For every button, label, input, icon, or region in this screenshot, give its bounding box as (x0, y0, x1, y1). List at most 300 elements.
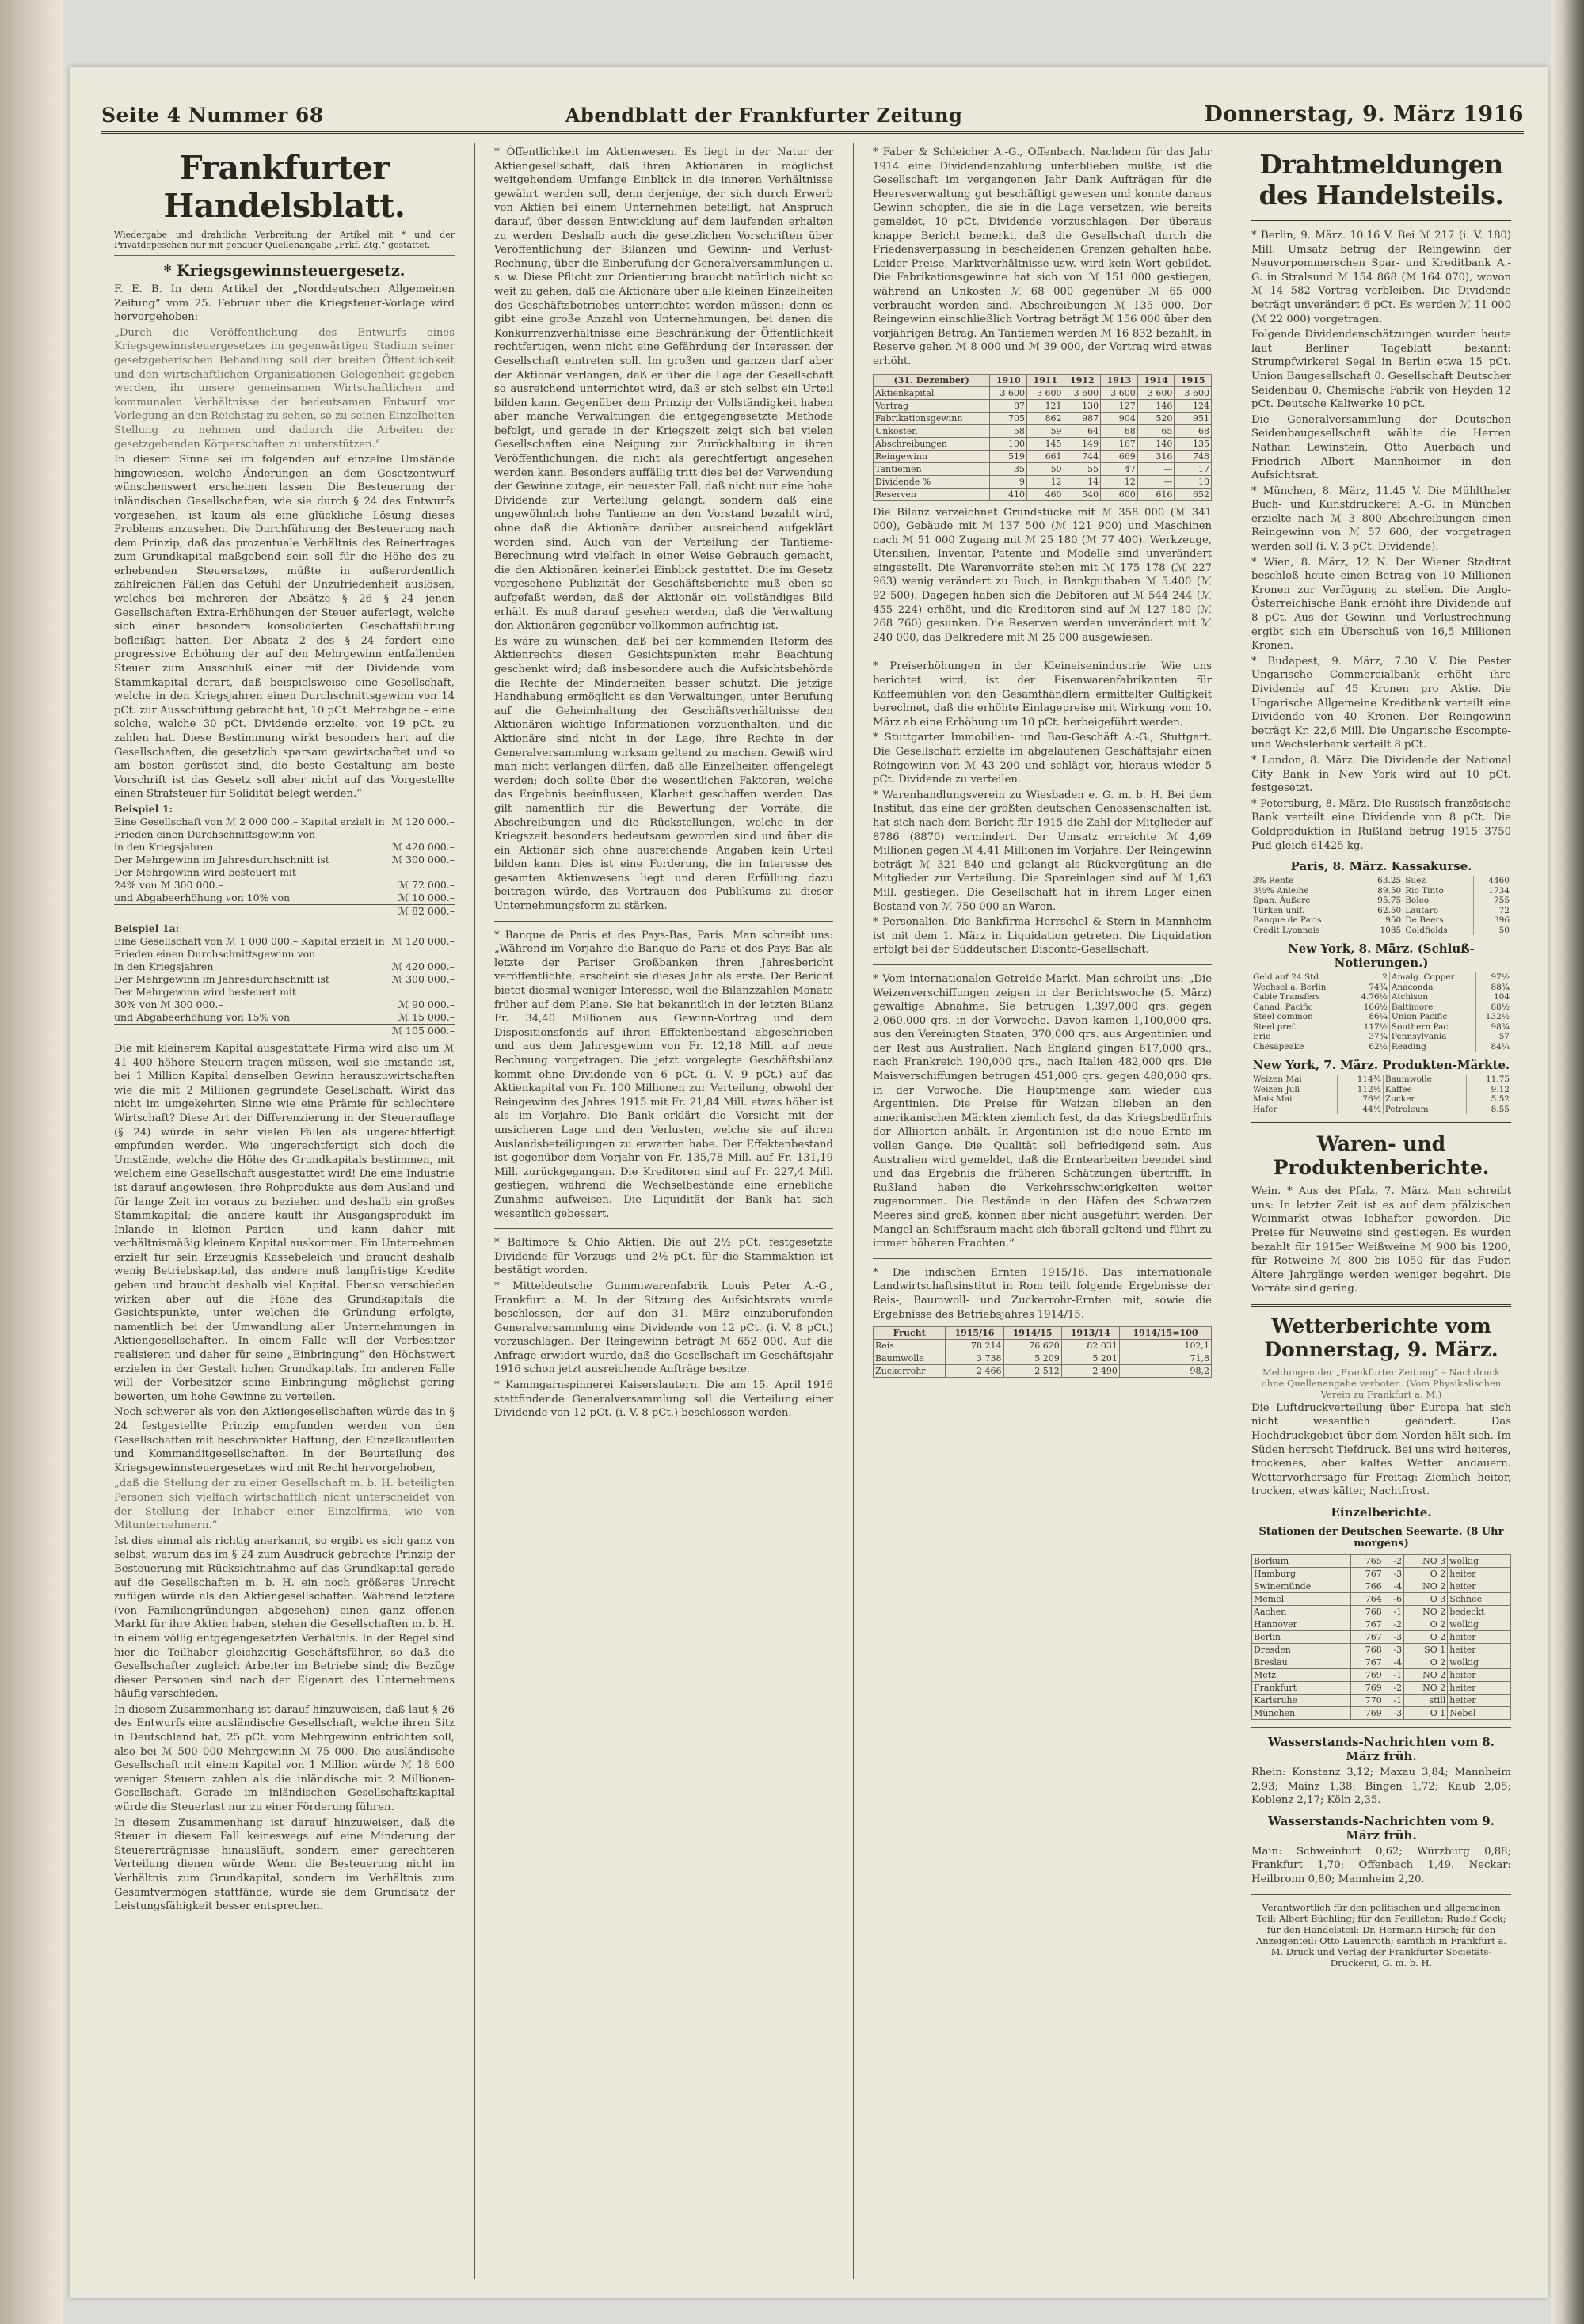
quote-value: 86¼ (1350, 1012, 1390, 1022)
table-cell: 766 (1350, 1580, 1384, 1593)
table-cell: Swinemünde (1252, 1580, 1351, 1593)
newspaper-page (70, 67, 1548, 2298)
station-row (1252, 1593, 1511, 1606)
security-name: Suez (1403, 876, 1474, 886)
divider (494, 1228, 833, 1229)
security-name: Erie (1251, 1032, 1350, 1042)
security-name: Cable Transfers (1251, 992, 1350, 1002)
table-cell: -4 (1384, 1656, 1403, 1669)
table-header-cell: 1915 (1175, 374, 1212, 386)
quote-value: 117½ (1350, 1022, 1390, 1033)
page-number: Seite 4 Nummer 68 (101, 104, 324, 127)
table-cell: 68 (1101, 424, 1138, 437)
market-row (1251, 983, 1511, 993)
imprint: Verantwortlich für den politischen und allgemeinen Teil: Albert Büchling; für den Feuilleton: Rudolf Geck; für den Handelsteil: Dr. Hermann Hirsch; für den Anzeigenteil: Otto Lauenroth; sämtlich in Frankfurt a. M. Druck und Verlag der Frankfurter Societäts-Druckerei, G. m. b. H. (1255, 1901, 1507, 1968)
table-cell: 600 (1101, 488, 1138, 500)
calc-amount: ℳ 120 000.– (391, 934, 455, 947)
table-cell: Dividende % (874, 475, 990, 488)
table-cell: 951 (1175, 412, 1212, 424)
example-calculation-2 (114, 922, 455, 1037)
table-cell: 68 (1175, 424, 1212, 437)
table-cell: 127 (1101, 399, 1138, 412)
table-cell: -1 (1384, 1606, 1403, 1618)
article-paragraph: In diesem Sinne sei im folgenden auf einzelne Umstände hingewiesen, welche Änderungen an dem Gesetzentwurf wünschenswert erscheinen lassen. Die Besteuerung der inländischen Gesellschaften, wie sie durch § 24 des Entwurfs vorgesehen, ist kaum als eine glückliche Lösung dieses Problems anzusehen. Die Durchführung der Besteuerung nach dem Prinzip, daß das prozentuale Verhältnis des Reinertrages zum Grundkapital maßgebend sein soll für die Höhe des zu erhebenden Steuersatzes, müßte in außerordentlich zahlreichen Fällen das Gefühl der Unzufriedenheit auslösen, welches bei mehreren der Absätze § 26 § 24 jenen Gesellschaften Extra-Erhöhungen der Steuer auferlegt, welche sich einer besonders konsolidierten Geschäftsführung befleißigt hatten. Der Absatz 2 des § 24 fordert eine progressive Erhöhung der auf den Mehrgewinn entfallenden Steuer zum Ausschluß einer mit der Dividende vom Stammkapital derart, daß beispielsweise eine Gesellschaft, welche in den Kriegsjahren einen Durchschnittsgewinn von 14 pCt. zur Ausschüttung gebracht hat, 10 pCt. Mehrabgabe – eine solche, welche 30 pCt. Dividende erzielte, von 19 pCt. zu zahlen hat. Diese Bestimmung wirkt besonders hart auf die Gesellschaften, die gesetzlich sparsam gewirtschaftet und so am besten gerüstet sind, die beste Gestaltung am beste Vorschrift ist das Gesetz soll aber nicht auf das Vorgestellte einen Strafsteuer für Solidität belegt werden.“ (114, 454, 455, 801)
quote-value: 1085 (1361, 926, 1403, 936)
table-cell: Aktienkapital (874, 386, 990, 399)
table-cell: Nebel (1448, 1707, 1511, 1720)
market-row (1251, 1032, 1511, 1042)
table-cell: 50 (1026, 462, 1064, 475)
table-cell: 769 (1350, 1707, 1384, 1720)
quote-value: 132½ (1485, 1012, 1510, 1022)
table-cell: 5 209 (1003, 1352, 1061, 1365)
market-heading: Paris, 8. März. Kassakurse. (1290, 859, 1472, 874)
table-cell: heiter (1448, 1631, 1511, 1644)
table-header-cell: 1912 (1064, 374, 1101, 386)
table-cell: 767 (1350, 1568, 1384, 1580)
security-name: Lautaro (1403, 906, 1474, 916)
table-cell: Fabrikationsgewinn (874, 412, 990, 424)
table-header-cell: 1910 (990, 374, 1027, 386)
quote-value: 4.76½ (1350, 992, 1390, 1002)
calc-label: in den Kriegsjahren (114, 960, 214, 972)
table-cell: 12 (1101, 475, 1138, 488)
table-cell: 770 (1350, 1695, 1384, 1707)
security-name: Steel pref. (1251, 1022, 1350, 1033)
calc-amount: ℳ 420 000.– (391, 960, 455, 972)
calc-label: Der Mehrgewinn wird besteuert mit (114, 985, 296, 998)
section-title: Frankfurter Handelsblatt. (163, 149, 406, 225)
harvest-table (873, 1326, 1212, 1378)
station-row (1252, 1580, 1511, 1593)
table-cell: 71,8 (1119, 1352, 1211, 1365)
table-cell: -4 (1384, 1580, 1403, 1593)
table-cell: 145 (1026, 437, 1064, 450)
quote-value: 88½ (1491, 1002, 1510, 1012)
table-cell: 17 (1175, 462, 1212, 475)
divider (1251, 1122, 1511, 1124)
security-name: 3% Rente (1251, 876, 1361, 886)
table-cell: NO 2 (1404, 1580, 1448, 1593)
quote-value: 104 (1493, 992, 1510, 1002)
table-cell: heiter (1448, 1644, 1511, 1656)
station-row (1252, 1682, 1511, 1695)
table-row (874, 437, 1212, 450)
table-cell: Karlsruhe (1252, 1695, 1351, 1707)
article-paragraph: * Faber & Schleicher A.-G., Offenbach. Nachdem für das Jahr 1914 eine Dividendenzahlung unterblieben mußte, ist die Gesellschaft im vergangenen Jahr Dank Aufträgen für die Heeresverwaltung gut beschäftigt gewesen und konnte daraus Gewinn schöpfen, die sie in die Lage versetzen, wie bereits gemeldet, 10 pCt. Dividende vorzuschlagen. Der überaus knappe Bericht bemerkt, daß die Gesellschaft durch die Friedensverpassung in bescheidenen Grenzen gehalten habe. Leider Preise, Marktverhältnisse usw. wird kein Wort gebildet. Die Fabrikationsgewinne hat sich von ℳ 151 000 gestiegen, während an Unkosten ℳ 68 000 gegenüber ℳ 65 000 verbraucht worden sind. Abschreibungen ℳ 135 000. Der Reingewinn einschließlich Vortrag beträgt ℳ 156 000 über den vorjährigen Betrag. An Tantiemen werden ℳ 16 832 bezahlt, in Reserve gehen ℳ 8 000 und ℳ 39 000, der Vortrag wird etwas erhöht. (873, 146, 1212, 367)
divider (1251, 1727, 1511, 1728)
calc-line (114, 986, 455, 998)
column-1 (101, 143, 467, 2279)
calc-line (114, 1024, 455, 1037)
newspaper-name: Abendblatt der Frankfurter Zeitung (565, 104, 963, 127)
calc-line (114, 879, 455, 892)
article-paragraph: * Die indischen Ernten 1915/16. Das internationale Landwirtschaftsinstitut in Rom teilt folgende Ergebnisse der Reis-, Baumwoll- und Zuckerrohr-Ernten mit, sowie die Ergebnisse des Betriebsjahres 1914/15. (873, 1266, 1212, 1321)
table-cell: 3 600 (1137, 386, 1175, 399)
table-cell: 47 (1101, 462, 1138, 475)
security-name: Zucker (1383, 1094, 1466, 1105)
security-name: Anaconda (1389, 983, 1475, 993)
table-cell: 135 (1175, 437, 1212, 450)
security-name: De Beers (1403, 915, 1474, 926)
table-cell: -3 (1384, 1568, 1403, 1580)
security-name: Pennsylvania (1389, 1032, 1475, 1042)
station-row (1252, 1568, 1511, 1580)
table-cell: 140 (1137, 437, 1175, 450)
table-cell: Dresden (1252, 1644, 1351, 1656)
quote-value: 62.50 (1361, 906, 1403, 916)
newyork-market-table (1251, 972, 1511, 1052)
security-name: Rio Tinto (1403, 886, 1474, 896)
article-paragraph: * Personalien. Die Bankfirma Herrschel & Stern in Mannheim ist mit dem 1. März in Liquidation getreten. Die Liquidation erfolgt bei der Süddeutschen Disconto-Gesellschaft. (873, 916, 1212, 957)
example-label: Beispiel 1: (114, 802, 173, 815)
table-cell: Tantiemen (874, 462, 990, 475)
quote-value: 114¾ (1338, 1075, 1384, 1085)
market-row (1251, 886, 1511, 896)
security-name: Banque de Paris (1251, 915, 1361, 926)
calc-label: 24% von ℳ 300 000.– (114, 878, 223, 891)
security-name: Kaffee (1383, 1085, 1466, 1095)
table-header-cell: 1914/15=100 (1119, 1327, 1211, 1340)
table-cell: 146 (1137, 399, 1175, 412)
table-cell: -2 (1384, 1555, 1403, 1568)
table-cell: München (1252, 1707, 1351, 1720)
table-cell: heiter (1448, 1682, 1511, 1695)
weather-subheading: Einzelberichte. (1331, 1505, 1432, 1520)
table-cell: Zuckerrohr (874, 1365, 946, 1378)
wire-report: * Petersburg, 8. März. Die Russisch-französische Bank verteilt eine Dividende von 8 pCt. Die Goldproduktion in Rußland betrug 1915 3750 Pud gleich 61425 kg. (1251, 797, 1511, 852)
divider (494, 921, 833, 922)
table-cell: NO 3 (1404, 1555, 1448, 1568)
wire-report: * Berlin, 9. März. 10.16 V. Bei ℳ 217 (i. V. 180) Mill. Umsatz betrug der Reingewinn der Neuvorpommerschen Spar- und Kreditbank A.-G. in Stralsund ℳ 154 868 (ℳ 164 070), wovon ℳ 14 582 Vortrag verbleiben. Die Dividende beträgt unverändert 6 pCt. Es werden ℳ 11 000 (ℳ 22 000) vorgetragen. (1251, 230, 1511, 325)
wire-report: Die Generalversammlung der Deutschen Seidenbaugesellschaft wählte die Herren Nathan Lewinstein, Otto Auerbach und Friedrich Albert Mannheimer in den Aufsichtsrat. (1251, 413, 1511, 482)
security-name: Wechsel a. Berlin (1251, 983, 1350, 993)
table-cell: 616 (1137, 488, 1175, 500)
market-row (1251, 906, 1511, 916)
market-row (1251, 1012, 1511, 1022)
masthead (101, 89, 1524, 134)
table-cell: O 3 (1404, 1593, 1448, 1606)
station-row (1252, 1631, 1511, 1644)
table-cell: -2 (1384, 1682, 1403, 1695)
table-cell: 130 (1064, 399, 1101, 412)
table-cell: 767 (1350, 1656, 1384, 1669)
table-cell: heiter (1448, 1669, 1511, 1682)
table-cell: 768 (1350, 1644, 1384, 1656)
weather-subtitle: Meldungen der „Frankfurter Zeitung“ – Nachdruck ohne Quellenangabe verboten. (Vom Physikalischen Verein zu Frankfurt a. M.) (1261, 1366, 1502, 1400)
article-paragraph: * Banque de Paris et des Pays-Bas, Paris. Man schreibt uns: „Während im Vorjahre die Banque de Paris et des Pays-Bas als letzte der Pariser Großbanken ihren Jahresbericht veröffentlichte, erscheint sie dieses Jahr als erste. Der Bericht bietet diesmal weniger Interesse, weil die Bilanzzahlen Monate früher auf dem Plane. Sie hat bekanntlich in der letzten Bilanz Fr. 34,40 Millionen aus Gewinn-Vortrag und dem Dispositionsfonds auf ihren Effektenbestand abgeschrieben und aus dem Jahresgewinn von Fr. 12,18 Mill. auf neue Rechnung vorgetragen. Die jetzt vorgelegte Geschäftsbilanz kommt ohne Dividende von 6 pCt. (i. V. 9 pCt.) auf das Aktienkapital von Fr. 100 Millionen zur Verteilung, obwohl der Reingewinn des Jahres 1915 mit Fr. 21,84 Mill. etwas höher ist als im Vorjahre. Die Bank erklärt die Vorsicht mit der unsicheren Lage und den Verlusten, welche sie auf ihren Auslandsbeteiligungen zu erwarten habe. Der Effektenbestand ist gegenüber dem Vorjahr von Fr. 135,78 Mill. auf Fr. 131,19 Mill. zurückgegangen. Die Kreditoren sind auf Fr. 227,4 Mill. gestiegen, während die Wechselbestände eine erhebliche Zunahme aufweisen. Die Liquidität der Bank hat sich wesentlich gebessert. (494, 929, 833, 1220)
table-cell: 87 (990, 399, 1027, 412)
quote-value: 166½ (1350, 1002, 1390, 1013)
table-cell: SO 1 (1404, 1644, 1448, 1656)
quote-paragraph: „daß die Stellung der zu einer Gesellschaft m. b. H. beteiligten Personen sich vielfach wirtschaftlich nicht unterscheidet von der Stellung der Inhaber einer Einzelfirma, wie von Mitunternehmern.“ (114, 1478, 455, 1532)
table-cell: 121 (1026, 399, 1064, 412)
table-header-cell: Frucht (874, 1327, 946, 1340)
water-heading: Wasserstands-Nachrichten vom 9. März früh. (1268, 1813, 1495, 1843)
table-cell: 768 (1350, 1606, 1384, 1618)
article-paragraph: * Öffentlichkeit im Aktienwesen. Es liegt in der Natur der Aktiengesellschaft, daß ihren Aktionären in möglichst weitgehendem Umfange Einblick in die inneren Verhältnisse gewährt werden soll, denn derjenige, der sich durch Erwerb von Aktien bei einem Unternehmen beteiligt, hat Anspruch darauf, über dessen Entwicklung auf dem laufenden erhalten zu werden. Deshalb auch die gesetzlichen Vorschriften über Veröffentlichung der Bilanzen und Gewinn- und Verlust-Rechnung, über die Einberufung der Generalversammlungen u. s. w. Diese Pflicht zur Orientierung braucht natürlich nicht so weit zu gehen, daß die Aktionäre über alle kleinen Einzelheiten des Geschäftsbetriebes unterrichtet werden müssen; denn es gibt eine große Anzahl von Unternehmungen, bei denen die Konkurrenzverhältnisse eine Beschränkung der Öffentlichkeit rechtfertigen, wenn nicht eine Gefährdung der Interessen der Gesellschaft eintreten soll. Im großen und ganzen darf aber der Aktionär verlangen, daß er über die Lage der Gesellschaft so ausreichend unterrichtet wird, daß er sich selbst ein Urteil bilden kann. Gegenüber dem Prinzip der Vollständigkeit haben aber manche Verwaltungen die entgegengesetzte Methode befolgt, und gerade in der Kriegszeit zeigt sich bei vielen Gesellschaften eine Neigung zur Zurückhaltung in ihren Veröffentlichungen, die nicht als gerechtfertigt angesehen werden kann. Besonders auffällig tritt dies bei der Verwendung der Gewinne zutage, ein neuester Fall, daß nicht nur eine hohe Dividende zur Verteilung gelangt, sondern daß eine ungewöhnlich hohe Tantieme an den Vorstand bezahlt wird, ohne daß die Aktionäre darüber ausreichend aufgeklärt worden sind. Auch von der Verteilung der Tantieme-Berechnung wird vielfach in einer Weise Gebrauch gemacht, die den Aktionären keinerlei Einblick gestattet. Die im Gesetz vorgesehene Publizität der Geschäftsberichte muß eben so aufgefaßt werden, daß der Aktionär ein vollständiges Bild erhält. Es muß darauf gesehen werden, daß die Verwaltung den Aktionären gegenüber vollkommen aufrichtig ist. (494, 146, 833, 633)
table-cell: 540 (1064, 488, 1101, 500)
table-row (874, 462, 1212, 475)
calc-amount: ℳ 420 000.– (391, 840, 455, 853)
quote-value: 57 (1498, 1032, 1510, 1042)
table-cell: Hannover (1252, 1618, 1351, 1631)
table-cell: Reserven (874, 488, 990, 500)
table-row (874, 399, 1212, 412)
calc-amount: ℳ 300 000.– (391, 853, 455, 865)
table-cell: 9 (990, 475, 1027, 488)
table-row (874, 1365, 1212, 1378)
example-calculation-1 (114, 803, 455, 918)
station-row (1252, 1695, 1511, 1707)
table-cell: 64 (1064, 424, 1101, 437)
table-cell: bedeckt (1448, 1606, 1511, 1618)
calc-amount: ℳ 90 000.– (398, 998, 455, 1010)
market-row (1251, 1085, 1511, 1095)
table-cell: O 1 (1404, 1707, 1448, 1720)
wire-report: * München, 8. März, 11.45 V. Die Mühlthaler Buch- und Kunstdruckerei A.-G. in München erzielte nach ℳ 3 800 Abschreibungen einen Reingewinn von ℳ 57 600, der vorgetragen werden soll (i. V. 3 pCt. Dividende). (1251, 485, 1511, 553)
table-header-cell: 1914 (1137, 374, 1175, 386)
table-header-cell: 1913/14 (1061, 1327, 1119, 1340)
table-cell: Reis (874, 1340, 946, 1352)
quote-value: 97½ (1491, 972, 1510, 983)
produce-market-table (1251, 1075, 1511, 1114)
table-cell: -1 (1384, 1695, 1403, 1707)
quote-value: 88¾ (1491, 982, 1510, 992)
station-row (1252, 1618, 1511, 1631)
article-paragraph: In diesem Zusammenhang ist darauf hinzuweisen, daß laut § 26 des Entwurfs eine ausländische Gesellschaft, welche ihren Sitz in Deutschland hat, 25 pCt. vom Mehrgewinn entrichten soll, also bei ℳ 500 000 Mehrgewinn ℳ 75 000. Die ausländische Gesellschaft mit einem Kapital von 1 Million würde ℳ 18 600 weniger Steuern zahlen als die inländische mit 2 Millionen-Gesellschaft. Gerade im inländischen Gesellschaftskapital würde die Steuerlast nur zu einer Förderung führen. (114, 1703, 455, 1814)
quote-paragraph: „Durch die Veröffentlichung des Entwurfs eines Kriegsgewinnsteuergesetzes im gegenwärtigen Stadium seiner gesetzgeberischen Behandlung soll der breiten Öffentlichkeit und den wirtschaftlichen Organisationen Gelegenheit gegeben werden, ihr unsere gemeinsamen Wirtschaftlichen und kommunalen Verhältnisse der bedeutsamen Entwurf vor Vorlegung an den Reichstag zu sehen, so zu seinen Einzelheiten Stellung zu nehmen und dadurch die Arbeiten der gesetzgebenden Körperschaften zu unterstützen.“ (114, 326, 455, 451)
calc-line (114, 904, 455, 918)
calc-label (114, 1025, 120, 1037)
article-paragraph: * Preiserhöhungen in der Kleineisenindustrie. Wie uns berichtet wird, ist der Eisenwarenfabrikanten für Kaffeemühlen von den Gesamthändlern ermittelter Gültigkeit berechnet, daß die erhöhte Einlagepreise mit Wirkung vom 10. März ab eine Erhöhung um 10 pCt. herbeigeführt werden. (873, 660, 1212, 728)
market-row (1251, 876, 1511, 886)
quote-value: 755 (1493, 896, 1510, 906)
table-cell: 3 600 (990, 386, 1027, 399)
market-row (1251, 1105, 1511, 1115)
calc-amount: ℳ 120 000.– (391, 815, 455, 827)
table-cell: 862 (1026, 412, 1064, 424)
article-paragraph: * Kammgarnspinnerei Kaiserslautern. Die am 15. April 1916 stattfindende Generalversammlung soll die Verteilung einer Dividende von 12 pCt. (i. V. 8 pCt.) beschlossen werden. (494, 1379, 833, 1420)
table-cell: still (1404, 1695, 1448, 1707)
table-cell: 3 600 (1026, 386, 1064, 399)
quote-value: 5.52 (1491, 1094, 1510, 1105)
calc-label: und Abgabeerhöhung von 15% von (114, 1010, 291, 1023)
calc-line (114, 816, 455, 841)
divider (873, 964, 1212, 965)
table-cell: — (1137, 462, 1175, 475)
table-cell: O 2 (1404, 1631, 1448, 1644)
article-paragraph: Ist dies einmal als richtig anerkannt, so ergibt es sich ganz von selbst, warum das im § 24 zum Ausdruck gebrachte Prinzip der Besteuerung mit Rücksichtnahme auf das Grundkapital gerade auf die Gesellschaften m. b. H. ein noch größeres Unrecht zufügen würde als den Aktiengesellschaften. Während letztere (von Familiengründungen abgesehen) einen ganz offenen Markt für ihre Aktien haben, stehen die Gesellschaften m. b. H. in einem völlig entgegengesetzten Verhältnis. In der Regel sind hier die Teilhaber gleichzeitig Geschäftsführer, so daß die Gesellschafter zugleich Arbeiter im Betriebe sind; die Bezüge dieser Personen sind nach der Eigenart des Unternehmens häufig verschieden. (114, 1535, 455, 1701)
table-cell: 149 (1064, 437, 1101, 450)
article-paragraph: * Mitteldeutsche Gummiwarenfabrik Louis Peter A.-G., Frankfurt a. M. In der Sitzung des Aufsichtsrats wurde beschlossen, der auf den 31. März einzuberufenden Generalversammlung eine Dividende von 12 pCt. (i. V. 8 pCt.) vorzuschlagen. Der Reingewinn beträgt ℳ 652 000. Auf die Anfrage erwidert wurde, daß die Gesellschaft im Geschäftsjahr 1916 schon jetzt ausreichende Aufträge besitze. (494, 1280, 833, 1376)
table-cell: 76 620 (1003, 1340, 1061, 1352)
table-cell: 55 (1064, 462, 1101, 475)
table-cell: heiter (1448, 1695, 1511, 1707)
security-name: Petroleum (1383, 1105, 1466, 1115)
quote-value: 4460 (1488, 876, 1510, 886)
table-cell: NO 2 (1404, 1606, 1448, 1618)
table-cell: 764 (1350, 1593, 1384, 1606)
calc-label (114, 905, 120, 918)
quote-value: 89.50 (1361, 886, 1403, 896)
table-cell: heiter (1448, 1580, 1511, 1593)
market-row (1251, 1094, 1511, 1105)
calc-amount: ℳ 82 000.– (398, 904, 455, 917)
calc-line (114, 1011, 455, 1024)
table-header-cell: 1911 (1026, 374, 1064, 386)
table-cell: 35 (990, 462, 1027, 475)
market-row (1251, 915, 1511, 926)
calc-label: in den Kriegsjahren (114, 840, 214, 853)
security-name: Boleo (1403, 896, 1474, 906)
quote-value: 2 (1350, 972, 1390, 983)
table-row (874, 386, 1212, 399)
calc-amount: ℳ 10 000.– (398, 891, 455, 903)
security-name: Chesapeake (1251, 1042, 1350, 1052)
table-cell: O 2 (1404, 1618, 1448, 1631)
calc-line (114, 935, 455, 960)
wire-report: Folgende Dividendenschätzungen wurden heute laut Berliner Tageblatt bekannt: Strumpfwirkerei Segal in Berlin etwa 15 pCt. Union Baugesellschaft 0. Gesellschaft Deutscher Seidenbau 0. Chemische Fabrik von Heyden 12 pCt. Deutsche Kaliwerke 10 pCt. (1251, 329, 1511, 411)
security-name: Amalg. Copper (1389, 972, 1475, 983)
table-cell: Reingewinn (874, 450, 990, 462)
table-cell: 82 031 (1061, 1340, 1119, 1352)
table-cell: 5 201 (1061, 1352, 1119, 1365)
calc-label: Der Mehrgewinn im Jahresdurchschnitt ist (114, 972, 329, 985)
security-name: Southern Pac. (1389, 1022, 1475, 1033)
calc-label: Der Mehrgewinn wird besteuert mit (114, 865, 296, 878)
quote-value: 84¼ (1491, 1041, 1510, 1052)
table-cell: 3 600 (1064, 386, 1101, 399)
table-cell: 12 (1026, 475, 1064, 488)
quote-value: 396 (1493, 915, 1510, 926)
market-heading: New York, 8. März. (Schluß-Notierungen.) (1288, 941, 1475, 971)
table-cell: -2 (1384, 1618, 1403, 1631)
calc-label: Eine Gesellschaft von ℳ 1 000 000.– Kapital erzielt in Frieden einen Durchschnittsgewinn von (114, 934, 385, 960)
table-cell: 124 (1175, 399, 1212, 412)
quote-value: 63.25 (1361, 876, 1403, 886)
calc-label: Eine Gesellschaft von ℳ 2 000 000.– Kapital erzielt in Frieden einen Durchschnittsgewinn von (114, 815, 385, 840)
market-row (1251, 926, 1511, 936)
security-name: Mais Mai (1251, 1094, 1338, 1105)
table-cell: 767 (1350, 1618, 1384, 1631)
divider (1251, 219, 1511, 221)
article-paragraph: * Warenhandlungsverein zu Wiesbaden e. G. m. b. H. Bei dem Institut, das eine der größten deutschen Genossenschaften ist, hat sich nach dem Bericht für 1915 die Zahl der Mitglieder auf 8786 (8870) vermindert. Der Umsatz erreichte ℳ 4,69 Millionen gegen ℳ 4,41 Millionen im Vorjahre. Der Reingewinn beträgt ℳ 321 840 und gelangt als Rückvergütung an die Mitglieder zur Verteilung. Die Spareinlagen sind auf ℳ 1,63 Mill. gestiegen. Die Gesellschaft hat in ihrem Lager einen Bestand von ℳ 750 000 an Waren. (873, 789, 1212, 913)
quote-value: 1734 (1488, 885, 1510, 896)
table-cell: -3 (1384, 1644, 1403, 1656)
article-paragraph: Es wäre zu wünschen, daß bei der kommenden Reform des Aktienrechts diesen Gesichtspunkten mehr Beachtung geschenkt wird; daß insbesondere auch die Aufsichtsbehörde die Rechte der Minderheiten besser schützt. Die jetzige Handhabung ermöglicht es den Verwaltungen, unter Berufung auf die Geheimhaltung der Geschäftsverhältnisse den Aktionären wichtige Informationen vorzuenthalten, und die Aktionäre sind nicht in der Lage, ihre Rechte in der Generalversammlung wirksam geltend zu machen. Gewiß wird man nicht verlangen dürfen, daß alle Einzelheiten offengelegt werden; doch sollte über die wesentlichen Faktoren, welche das Ergebnis beeinflussen, Klarheit geschaffen werden. Das gilt namentlich für die Bewertung der Vorräte, die Abschreibungen und die Rückstellungen, welche in der Kriegszeit besonders bedeutsam geworden sind und über die ein Aktionär sich ohne ausreichende Angaben kein Urteil bilden kann. Dies ist eine Forderung, die im Interesse des gesamten Aktienwesens liegt und deren Erfüllung dazu beitragen würde, das Vertrauen des Publikums zu dieser Unternehmungsform zu stärken. (494, 635, 833, 913)
table-cell: 98,2 (1119, 1365, 1211, 1378)
table-cell: 769 (1350, 1682, 1384, 1695)
copyright-note: Wiedergabe und drahtliche Verbreitung der Artikel mit * und der Privatdepeschen nur mit genauer Quellenangabe „Frkf. Ztg.“ gestattet. (114, 230, 455, 256)
section-title: Waren- und Produktenberichte. (1273, 1132, 1490, 1180)
table-header-cell: (31. Dezember) (874, 374, 990, 386)
table-cell: Metz (1252, 1669, 1351, 1682)
table-cell: -3 (1384, 1707, 1403, 1720)
table-cell: 2 490 (1061, 1365, 1119, 1378)
station-heading: Stationen der Deutschen Seewarte. (8 Uhr morgens) (1258, 1526, 1504, 1550)
table-cell: 3 600 (1175, 386, 1212, 399)
page-edge (1551, 0, 1584, 2324)
wire-report: * Budapest, 9. März, 7.30 V. Die Pester Ungarische Commercialbank erhöht ihre Dividende auf 45 Kronen pro Aktie. Die Ungarische Allgemeine Kreditbank verteilt eine Dividende von 40 Kronen. Der Reingewinn beträgt Kr. 22,6 Mill. Die Ungarische Escompte- und Wechslerbank verteilt 8 pCt. (1251, 655, 1511, 751)
security-name: Goldfields (1403, 926, 1474, 936)
quote-value: 95.75 (1361, 896, 1403, 906)
table-cell: 167 (1101, 437, 1138, 450)
table-cell: Abschreibungen (874, 437, 990, 450)
paris-market-table (1251, 876, 1511, 935)
table-cell: Borkum (1252, 1555, 1351, 1568)
book-binding (0, 0, 63, 2324)
security-name: Hafer (1251, 1105, 1338, 1115)
table-cell: Unkosten (874, 424, 990, 437)
article-paragraph: In diesem Zusammenhang ist darauf hinzuweisen, daß die Steuer in diesem Fall keineswegs auf eine Minderung der Steuererträgnisse hinausläuft, sondern einer gerechteren Verteilung dienen würde. Wenn die Besteuerung nicht im Verhältnis zum Grundkapital, sondern im Verhältnis zum Gesamtvermögen stattfände, würde sie dem Grundsatz der Leistungsfähigkeit besser entsprechen. (114, 1816, 455, 1913)
quote-value: 8.55 (1491, 1104, 1510, 1114)
table-cell: 78 214 (946, 1340, 1003, 1352)
quote-value: 9.12 (1491, 1084, 1510, 1094)
station-row (1252, 1707, 1511, 1720)
table-cell: 3 738 (946, 1352, 1003, 1365)
table-cell: NO 2 (1404, 1682, 1448, 1695)
table-cell: 58 (990, 424, 1027, 437)
table-cell: 767 (1350, 1631, 1384, 1644)
quote-value: 37¾ (1350, 1032, 1390, 1042)
calc-label: 30% von ℳ 300 000.– (114, 998, 223, 1010)
table-cell: -6 (1384, 1593, 1403, 1606)
calc-line (114, 841, 455, 854)
divider (1251, 1304, 1511, 1307)
table-row (874, 488, 1212, 500)
table-cell: 460 (1026, 488, 1064, 500)
table-cell: -3 (1384, 1631, 1403, 1644)
table-row (874, 424, 1212, 437)
table-cell: 705 (990, 412, 1027, 424)
table-header-cell: 1915/16 (946, 1327, 1003, 1340)
table-cell: 102,1 (1119, 1340, 1211, 1352)
article-paragraph: * Baltimore & Ohio Aktien. Die auf 2½ pCt. festgesetzte Dividende für Vorzugs- und 2½ pCt. für die Stammaktien ist bestätigt worden. (494, 1237, 833, 1277)
table-cell: Aachen (1252, 1606, 1351, 1618)
station-row (1252, 1644, 1511, 1656)
table-cell: Hamburg (1252, 1568, 1351, 1580)
water-heading: Wasserstands-Nachrichten vom 8. März früh. (1268, 1735, 1495, 1764)
table-cell: O 2 (1404, 1656, 1448, 1669)
section-title: Drahtmeldungen des Handelsteils. (1258, 149, 1504, 211)
article-paragraph: F. E. B. In dem Artikel der „Norddeutschen Allgemeinen Zeitung“ vom 25. Februar über die Kriegsteuer-Vorlage wird hervorgehoben: (114, 283, 455, 324)
market-row (1251, 1075, 1511, 1085)
market-row (1251, 896, 1511, 906)
table-cell: — (1137, 475, 1175, 488)
table-cell: 65 (1137, 424, 1175, 437)
table-cell: Schnee (1448, 1593, 1511, 1606)
column-2 (482, 143, 846, 2279)
column-3 (860, 143, 1224, 2279)
table-cell: wolkig (1448, 1618, 1511, 1631)
table-cell: 669 (1101, 450, 1138, 462)
station-row (1252, 1555, 1511, 1568)
quote-value: 98¾ (1491, 1021, 1510, 1032)
divider (1251, 1894, 1511, 1895)
table-cell: -1 (1384, 1669, 1403, 1682)
security-name: Baumwolle (1383, 1075, 1466, 1085)
table-cell: 744 (1064, 450, 1101, 462)
table-cell: heiter (1448, 1568, 1511, 1580)
market-row (1251, 992, 1511, 1002)
quote-value: 76½ (1338, 1094, 1384, 1105)
table-cell: 519 (990, 450, 1027, 462)
stations-table (1251, 1554, 1511, 1720)
table-header-cell: 1914/15 (1003, 1327, 1061, 1340)
quote-value: 72 (1498, 905, 1510, 915)
table-row (874, 1340, 1212, 1352)
